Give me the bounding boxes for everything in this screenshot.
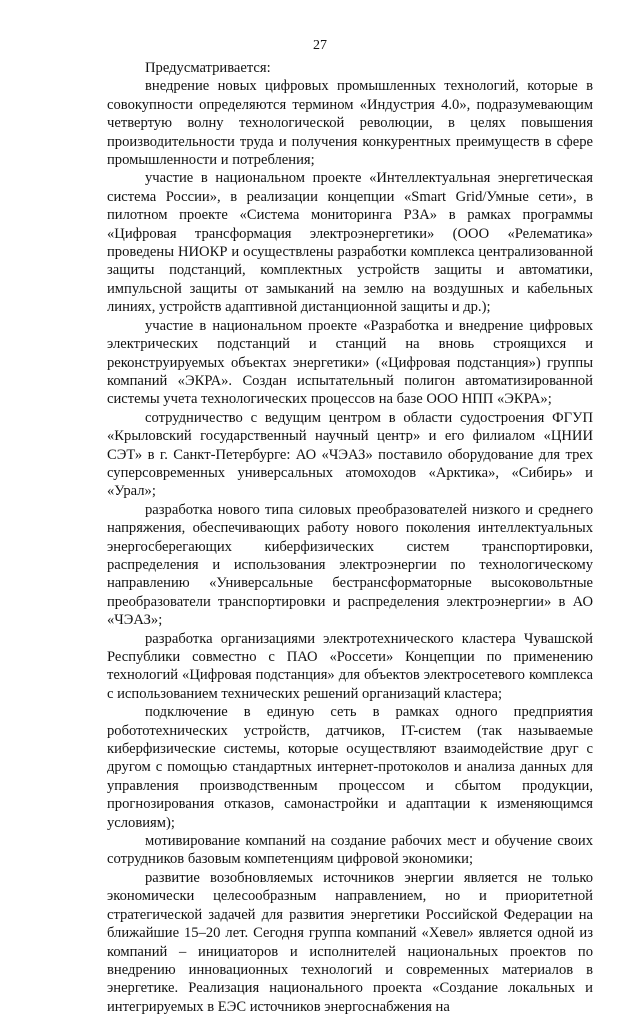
- paragraph-shipbuilding: сотрудничество с ведущим центром в области судостроения ФГУП «Крыловский государственный научный центр» и его филиалом «ЦНИИ СЭТ» в г. Санкт-Петербурге: АО «ЧЭАЗ» поставило оборудование для трех суперсовременных универсальных атомоходов «Арктика», «Сибирь» и «Урал»;: [107, 409, 593, 500]
- paragraph-digital-substation: участие в национальном проекте «Разработка и внедрение цифровых электрических подстанций и станций на вновь строящихся и реконструируемых объектах энергетики» («Цифровая подстанция») группы компаний «ЭКРА». Создан испытательный полигон автоматизированной системы учета технологических процессов на базе ООО НПП «ЭКРА»;: [107, 317, 593, 408]
- paragraph-smart-grid: участие в национальном проекте «Интеллектуальная энергетическая система России», в реализации концепции «Smart Grid/Умные сети», в пилотном проекте «Система мониторинга РЗА» в рамках программы «Цифровая трансформация электроэнергетики» (ООО «Релематика» проведены НИОКР и осуществлены разработки комплекса централизованной защиты подстанций, комплектных устройств защиты и автоматики, импульсной защиты от замыканий на землю на воздушных и кабельных линиях, устройств адаптивной дистанционной защиты и др.);: [107, 170, 593, 316]
- paragraph-power-converters: разработка нового типа силовых преобразователей низкого и среднего напряжения, обеспечивающих работу нового поколения интеллектуальных энергосберегающих киберфизических систем транспортировки, распределения и использования электроэнергии по технологическому направлению «Универсальные бестрансформаторные высоковольтные преобразователи транспортировки и распределения электроэнергии» в АО «ЧЭАЗ»;: [107, 501, 593, 629]
- page-number: 27: [313, 38, 327, 53]
- body-text: [107, 59, 593, 1016]
- paragraph-cyber-physical: подключение в единую сеть в рамках одного предприятия робототехнических устройств, датчиков, IT-систем (так называемые киберфизические системы, которые осуществляют взаимодействие друг с другом с помощью стандартных интернет-протоколов и анализа данных для управления производственным процессом и сбытом продукции, прогнозирования отказов, самонастройки и адаптации к изменяющимся условиям);: [107, 704, 593, 831]
- paragraph-industry-4: внедрение новых цифровых промышленных технологий, которые в совокупности определяются термином «Индустрия 4.0», подразумевающим четвертую волну технологической революции, в целях повышения производительности труда и получения конкурентных преимуществ в сфере промышленности и потребления;: [107, 78, 593, 169]
- paragraph-digital-skills: мотивирование компаний на создание рабочих мест и обучение своих сотрудников базовым компетенциям цифровой экономики;: [107, 833, 593, 868]
- paragraph-cluster-concept: разработка организациями электротехнического кластера Чувашской Республики совместно с ПАО «Россети» Концепции по применению технологий «Цифровая подстанция» для объектов электросетевого комплекса с использованием технических решений организаций кластера;: [107, 630, 593, 702]
- paragraph-renewables: развитие возобновляемых источников энергии является не только экономически целесообразным направлением, но и приоритетной стратегической задачей для развития энергетики Российской Федерации на ближайшие 15–20 лет. Сегодня группа компаний «Хевел» является одной из компаний – инициаторов и исполнителей национальных проектов по внедрению инновационных технологий и современных материалов в энергетике. Реализация национального проекта «Создание локальных и интегрируемых в ЕЭС источников энергоснабжения на: [107, 869, 593, 1015]
- paragraph-intro: Предусматривается:: [145, 60, 271, 76]
